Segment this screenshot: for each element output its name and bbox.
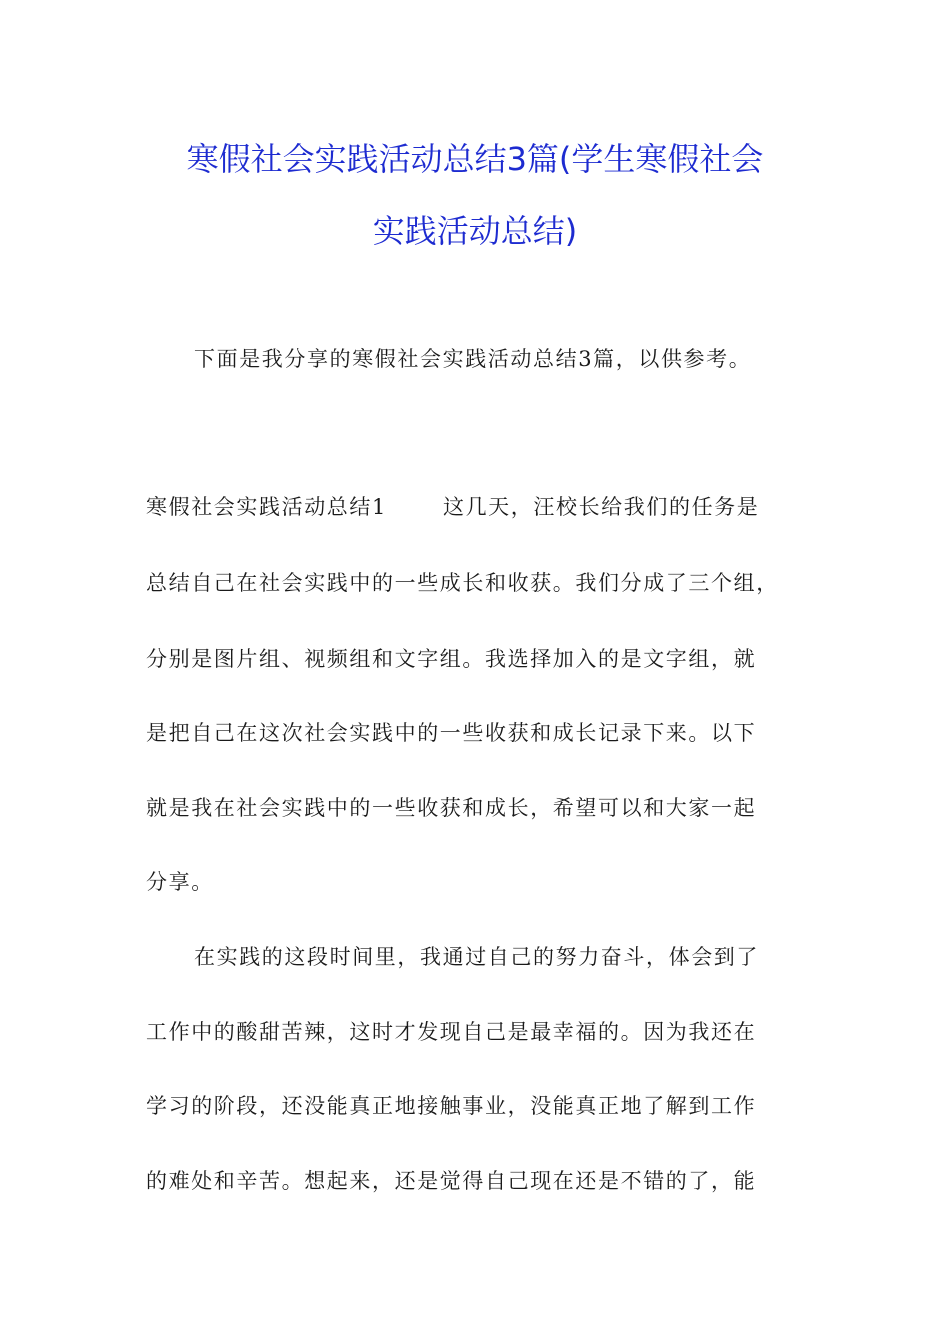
body-line: 总结自己在社会实践中的一些成长和收获。我们分成了三个组，: [146, 571, 779, 595]
body-line: 就是我在社会实践中的一些收获和成长，希望可以和大家一起: [146, 796, 757, 820]
intro-paragraph: 下面是我分享的寒假社会实践活动总结3篇，以供参考。: [194, 347, 752, 371]
body-line: 的难处和辛苦。想起来，还是觉得自己现在还是不错的了，能: [146, 1169, 757, 1193]
section-heading: 寒假社会实践活动总结1: [146, 495, 387, 519]
paragraph-line-1: [146, 492, 806, 522]
body-line: 是把自己在这次社会实践中的一些收获和成长记录下来。以下: [146, 721, 757, 745]
body-line: 分享。: [146, 870, 214, 894]
body-line: 在实践的这段时间里，我通过自己的努力奋斗，体会到了: [194, 945, 759, 969]
body-line: 学习的阶段，还没能真正地接触事业，没能真正地了解到工作: [146, 1094, 757, 1118]
document-title-line-1: 寒假社会实践活动总结3篇(学生寒假社会: [186, 140, 764, 178]
body-line: 这几天，汪校长给我们的任务是: [442, 495, 760, 519]
body-line: 分别是图片组、视频组和文字组。我选择加入的是文字组，就: [146, 647, 757, 671]
body-line: 工作中的酸甜苦辣，这时才发现自己是最幸福的。因为我还在: [146, 1020, 757, 1044]
document-title-line-2: 实践活动总结): [372, 212, 578, 250]
